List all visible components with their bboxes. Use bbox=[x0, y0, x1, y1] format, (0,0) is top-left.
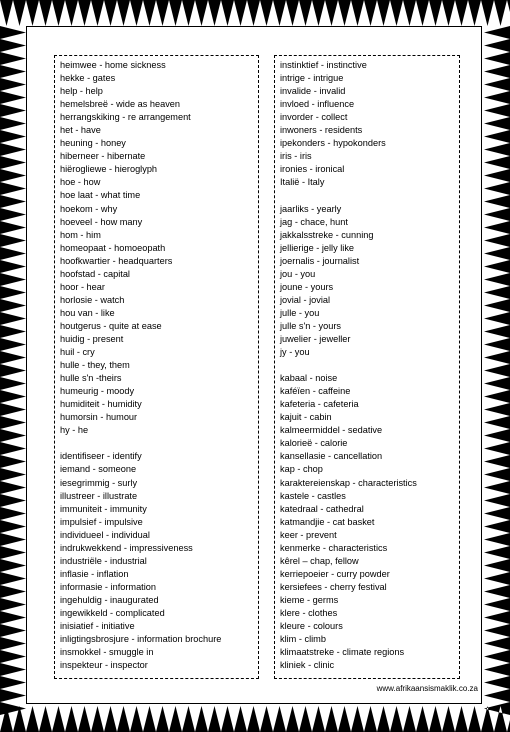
vocab-entry: hulle s'n -theirs bbox=[60, 373, 122, 384]
vocab-entry: kafeteria - cafeteria bbox=[280, 399, 359, 410]
vocab-entry: kabaal - noise bbox=[280, 373, 338, 384]
vocab-entry: kliniek - clinic bbox=[280, 660, 335, 671]
vocab-entry: houtgerus - quite at ease bbox=[60, 320, 162, 331]
blank-line bbox=[280, 189, 455, 202]
vocab-entry: het - have bbox=[60, 125, 101, 136]
vocab-entry: hulle - they, them bbox=[60, 360, 130, 371]
vocab-entry: hemelsbreë - wide as heaven bbox=[60, 99, 181, 110]
vocab-entry: humeurig - moody bbox=[60, 386, 135, 397]
vocab-entry: hoofkwartier - headquarters bbox=[60, 255, 173, 266]
vocab-entry: hom - him bbox=[60, 229, 101, 240]
vocab-entry: invalide - invalid bbox=[280, 86, 346, 97]
vocab-entry: impulsief - impulsive bbox=[60, 516, 143, 527]
vocab-entry: ipekonders - hypokonders bbox=[280, 138, 386, 149]
vocab-entry: jellierige - jelly like bbox=[280, 242, 355, 253]
vocab-entry: huidig - present bbox=[60, 333, 124, 344]
vocab-entry: ironies - ironical bbox=[280, 164, 345, 175]
vocab-entry: kleure - colours bbox=[280, 621, 343, 632]
vocab-entry: illustreer - illustrate bbox=[60, 490, 138, 501]
vocab-entry: kajuit - cabin bbox=[280, 412, 332, 423]
vocab-entry: katmandjie - cat basket bbox=[280, 516, 375, 527]
vocab-entry: jovial - jovial bbox=[280, 294, 331, 305]
vocab-entry: Italië - Italy bbox=[280, 177, 325, 188]
vocab-entry: joernalis - journalist bbox=[280, 255, 360, 266]
vocab-entry: ingewikkeld - complicated bbox=[60, 607, 165, 618]
vocab-entry: jakkalsstreke - cunning bbox=[280, 229, 374, 240]
vocab-entry: heuning - honey bbox=[60, 138, 126, 149]
vocab-entry: kalorieë - calorie bbox=[280, 438, 348, 449]
vocab-entry: keer - prevent bbox=[280, 529, 337, 540]
vocab-entry: ingehuldig - inaugurated bbox=[60, 594, 159, 605]
vocab-entry: inisiatief - initiative bbox=[60, 621, 135, 632]
vocab-entry: informasie - information bbox=[60, 581, 156, 592]
vocab-entry: kalmeermiddel - sedative bbox=[280, 425, 383, 436]
vocab-entry: instinktief - instinctive bbox=[280, 60, 367, 70]
vocab-entry: klere - clothes bbox=[280, 607, 338, 618]
vocab-entry: iris - iris bbox=[280, 151, 312, 162]
vocab-entry: klimaatstreke - climate regions bbox=[280, 647, 405, 658]
vocab-entry: kêrel – chap, fellow bbox=[280, 555, 359, 566]
blank-line bbox=[60, 437, 254, 450]
vocab-entry: hiberneer - hibernate bbox=[60, 151, 146, 162]
right-word-list bbox=[274, 55, 460, 679]
vocab-entry: hekke - gates bbox=[60, 73, 116, 84]
vocab-entry: invorder - collect bbox=[280, 112, 348, 123]
vocab-entry: kerriepoeier - curry powder bbox=[280, 568, 390, 579]
vocab-entry: herrangskiking - re arrangement bbox=[60, 112, 191, 123]
vocab-entry: intrige - intrigue bbox=[280, 73, 344, 84]
vocab-entry: julle - you bbox=[280, 307, 320, 318]
vocab-entry: klim - climb bbox=[280, 634, 326, 645]
left-word-list bbox=[54, 55, 259, 679]
vocab-entry: invloed - influence bbox=[280, 99, 355, 110]
vocab-entry: immuniteit - immunity bbox=[60, 503, 147, 514]
vocab-entry: hoeveel - how many bbox=[60, 216, 143, 227]
vocab-entry: jag - chace, hunt bbox=[280, 216, 348, 227]
vocab-entry: humorsin - humour bbox=[60, 412, 138, 423]
vocab-entry: hoofstad - capital bbox=[60, 268, 130, 279]
vocab-entry: hy - he bbox=[60, 425, 89, 436]
vocab-entry: inspekteur - inspector bbox=[60, 660, 148, 671]
vocab-entry: inflasie - inflation bbox=[60, 568, 129, 579]
vocab-entry: joune - yours bbox=[280, 281, 334, 292]
vocab-entry: hoor - hear bbox=[60, 281, 105, 292]
vocab-entry: hou van - like bbox=[60, 307, 115, 318]
vocab-entry: huil - cry bbox=[60, 347, 95, 358]
vocab-entry: iemand - someone bbox=[60, 464, 137, 475]
vocab-entry: kenmerke - characteristics bbox=[280, 542, 388, 553]
vocab-entry: humiditeit - humidity bbox=[60, 399, 142, 410]
vocab-entry: jou - you bbox=[280, 268, 316, 279]
vocab-entry: kastele - castles bbox=[280, 490, 346, 501]
vocab-entry: inwoners - residents bbox=[280, 125, 363, 136]
vocab-entry: hoekom - why bbox=[60, 203, 118, 214]
vocab-entry: julle s'n - yours bbox=[280, 320, 341, 331]
vocab-entry: insmokkel - smuggle in bbox=[60, 647, 154, 658]
vocab-entry: iesegrimmig - surly bbox=[60, 477, 138, 488]
vocab-entry: kap - chop bbox=[280, 464, 323, 475]
vocab-entry: identifiseer - identify bbox=[60, 451, 142, 462]
vocab-entry: jaarliks - yearly bbox=[280, 203, 342, 214]
vocab-entry: help - help bbox=[60, 86, 103, 97]
vocab-entry: individueel - individual bbox=[60, 529, 150, 540]
vocab-entry: kansellasie - cancellation bbox=[280, 451, 383, 462]
vocab-entry: hoe - how bbox=[60, 177, 101, 188]
vocab-entry: heimwee - home sickness bbox=[60, 60, 166, 70]
vocab-entry: juwelier - jeweller bbox=[280, 333, 351, 344]
vocab-entry: jy - you bbox=[280, 347, 310, 358]
vocab-entry: hiërogliewe - hieroglyph bbox=[60, 164, 158, 175]
vocab-entry: indrukwekkend - impressiveness bbox=[60, 542, 193, 553]
vocab-entry: industriële - industrial bbox=[60, 555, 147, 566]
footer-website: www.afrikaansismaklik.co.za bbox=[376, 684, 478, 693]
vocab-entry: kaféïen - caffeine bbox=[280, 386, 351, 397]
vocab-entry: homeopaat - homoeopath bbox=[60, 242, 166, 253]
vocab-entry: kieme - germs bbox=[280, 594, 339, 605]
vocab-entry: hoe laat - what time bbox=[60, 190, 141, 201]
vocab-entry: kersiefees - cherry festival bbox=[280, 581, 387, 592]
blank-line bbox=[280, 359, 455, 372]
vocab-entry: katedraal - cathedral bbox=[280, 503, 364, 514]
vocab-entry: inligtingsbrosjure - information brochure bbox=[60, 634, 222, 645]
vocab-entry: karaktereienskap - characteristics bbox=[280, 477, 417, 488]
vocab-entry: horlosie - watch bbox=[60, 294, 125, 305]
